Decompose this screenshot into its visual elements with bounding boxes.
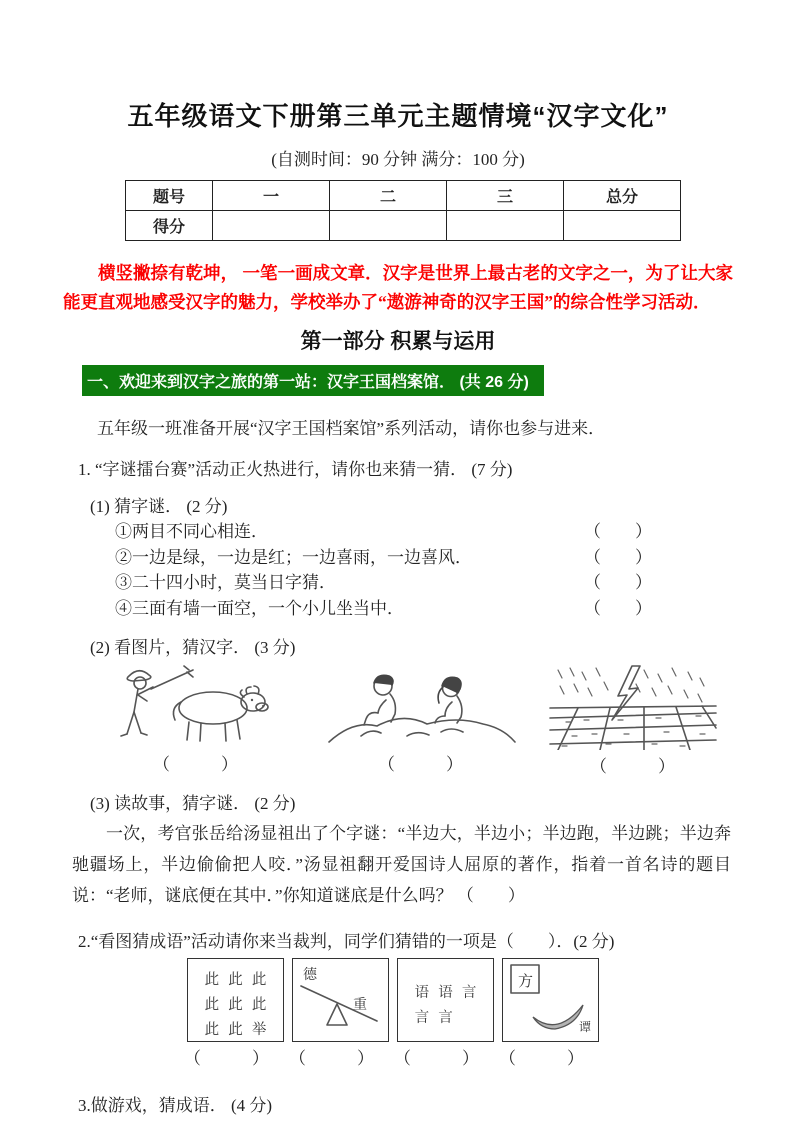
picture-riddle-item	[313, 662, 528, 777]
farmer-herding-ox-illustration	[101, 662, 291, 748]
riddle-item	[115, 570, 652, 596]
page-subtitle: (自测时间：90 分钟 满分：100 分)	[271, 150, 525, 169]
grid-char: 此	[228, 997, 243, 1013]
score-table-cell: 一	[213, 181, 330, 211]
riddle-item	[115, 596, 652, 622]
char-grid	[398, 959, 493, 1036]
grid-char: 此	[251, 997, 267, 1013]
answer-blank: （ ）	[184, 1049, 269, 1068]
answer-blank: （ ）	[153, 755, 238, 774]
picture-riddle-item	[540, 662, 725, 777]
answer-blank: （ ）	[394, 1049, 479, 1068]
score-table-header-row	[126, 181, 681, 211]
grid-char: 言	[461, 985, 477, 1001]
riddle-text: ④三面有墙一面空，一个小儿坐当中．	[115, 598, 404, 618]
answer-blank: （ ）	[590, 757, 675, 776]
question1-sub3-label: (3) 读故事，猜字谜． (2 分)	[90, 794, 296, 813]
question1-stem: 1. “字谜擂台赛”活动正火热进行，请你也来猜一猜． (7 分)	[78, 460, 513, 479]
idiom-box-moon	[502, 958, 599, 1042]
answer-blank: （ ）	[584, 522, 652, 541]
story-paragraph	[72, 818, 731, 911]
answer-blank: （ ）	[289, 1049, 374, 1068]
score-table-cell: 得分	[126, 211, 213, 241]
svg-text:谭: 谭	[579, 1020, 592, 1034]
score-table-empty-cell	[330, 211, 447, 241]
riddle-text: ①两目不同心相连．	[115, 522, 268, 541]
score-table-empty-cell	[213, 211, 330, 241]
score-table-cell: 总分	[564, 181, 681, 211]
part1-heading: 第一部分 积累与运用	[300, 330, 496, 353]
grid-char: 此	[228, 1022, 243, 1038]
grid-char: 此	[204, 997, 220, 1013]
intro-red-paragraph: 横竖撇捺有乾坤， 一笔一画成文章．汉字是世界上最古老的文字之一，为了让大家能更直观地感受汉字的魅力，学校举办了“遨游神奇的汉字王国”的综合性学习活动．	[63, 263, 733, 312]
answer-blank: （ ）	[584, 573, 652, 592]
idiom-picture-row	[187, 958, 733, 1042]
answer-blank: （ ）	[378, 755, 463, 774]
grid-char: 举	[251, 1022, 267, 1038]
riddle-text: ③二十四小时，莫当日字猜．	[115, 573, 336, 592]
question3-stem: 3.做游戏，猜成语． (4 分)	[78, 1096, 273, 1115]
riddle-item	[115, 545, 652, 571]
picture-riddle-item	[98, 662, 293, 777]
riddle-list	[115, 519, 733, 621]
question2-stem: 2.“看图猜成语”活动请你来当裁判，同学们猜错的一项是（ ）．(2 分)	[78, 932, 615, 951]
rain-lightning-field-illustration	[548, 662, 718, 750]
svg-text:方: 方	[518, 974, 534, 990]
score-table-cell: 三	[447, 181, 564, 211]
page-title: 五年级语文下册第三单元主题情境“汉字文化”	[127, 101, 669, 131]
idiom-answer-blanks	[178, 1044, 733, 1069]
score-table-cell: 二	[330, 181, 447, 211]
score-table-empty-cell	[564, 211, 681, 241]
grid-char: 语	[438, 985, 453, 1001]
two-children-sitting-illustration	[321, 662, 521, 748]
grid-char: 此	[204, 972, 220, 988]
score-table-cell: 题号	[126, 181, 213, 211]
grid-char: 言	[414, 1010, 430, 1026]
seesaw-illustration	[293, 959, 386, 1039]
idiom-box-yu-yan	[397, 958, 494, 1042]
grid-char: 此	[251, 972, 267, 988]
section1-banner: 一、欢迎来到汉字之旅的第一站：汉字王国档案馆． (共 26 分)	[82, 365, 544, 396]
section1-intro: 五年级一班准备开展“汉字王国档案馆”系列活动，请你也参与进来．	[97, 419, 606, 438]
grid-char: 言	[438, 1010, 453, 1026]
grid-char: 语	[414, 985, 430, 1001]
idiom-box-seesaw	[292, 958, 389, 1042]
grid-char	[457, 1006, 481, 1027]
answer-blank: （ ）	[584, 598, 652, 618]
score-table-empty-cell	[447, 211, 564, 241]
idiom-box-ci-grid	[187, 958, 284, 1042]
grid-char: 此	[228, 972, 243, 988]
grid-char: 此	[204, 1022, 220, 1038]
score-table-score-row	[126, 211, 681, 241]
answer-blank: （ ）	[499, 1049, 584, 1068]
riddle-item	[115, 519, 652, 545]
svg-text:重: 重	[353, 998, 367, 1013]
moon-scene-illustration	[503, 959, 596, 1039]
question1-sub1-label: (1) 猜字谜． (2 分)	[90, 497, 228, 516]
picture-riddle-row	[98, 662, 733, 777]
answer-blank: （ ）	[456, 886, 525, 905]
answer-blank: （ ）	[584, 547, 652, 567]
question1-sub2-label: (2) 看图片，猜汉字． (3 分)	[90, 638, 296, 657]
story-text: 一次，考官张岳给汤显祖出了个字谜：“半边大，半边小；半边跑，半边跳；半边奔驰疆场上，半边偷偷把人咬．”汤显祖翻开爱国诗人屈原的著作，指着一首名诗的题目说：“老师，谜底便在其中．”你知道谜底是什么吗？	[72, 824, 731, 905]
score-table	[125, 180, 681, 241]
char-grid	[188, 959, 283, 1042]
svg-text:德: 德	[303, 968, 317, 983]
riddle-text: ②一边是绿，一边是红；一边喜雨，一边喜风．	[115, 547, 472, 567]
